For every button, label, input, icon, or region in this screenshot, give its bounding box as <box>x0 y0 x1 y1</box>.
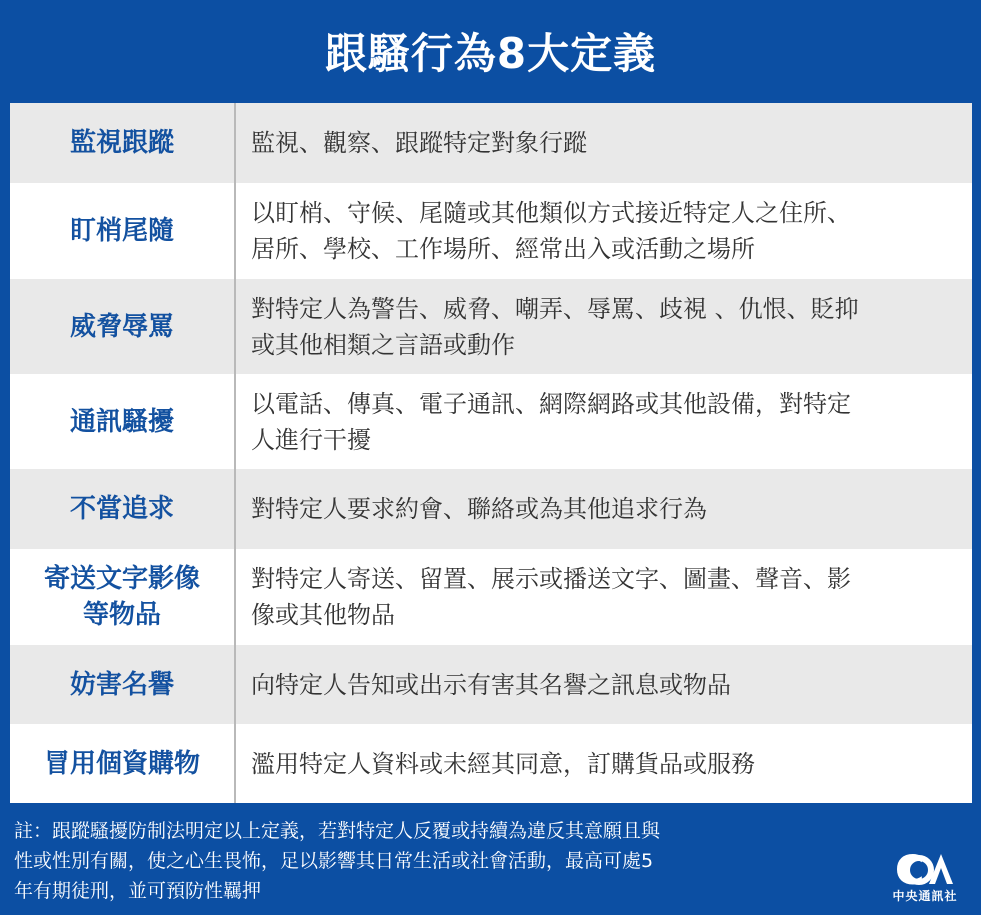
row-term: 監視跟蹤 <box>69 128 174 158</box>
row-definition: 以盯梢、守候、尾隨或其他類似方式接近特定人之住所、 居所、學校、工作場所、經常出入或活動之場所 <box>251 199 851 263</box>
row-term: 盯梢尾隨 <box>69 216 174 246</box>
table-row <box>10 279 972 374</box>
table-row <box>10 103 972 183</box>
row-definition: 濫用特定人資料或未經其同意，訂購貨品或服務 <box>251 749 755 778</box>
row-definition: 向特定人告知或出示有害其名譽之訊息或物品 <box>251 670 731 699</box>
definitions-table <box>10 103 972 803</box>
table-row <box>10 183 972 279</box>
table-row <box>10 724 972 803</box>
row-definition: 對特定人寄送、留置、展示或播送文字、圖畫、聲音、影 像或其他物品 <box>251 565 851 629</box>
footnote: 註：跟蹤騷擾防制法明定以上定義，若對特定人反覆或持續為違反其意願且與 性或性別有關，使之心生畏怖，足以影響其日常生活或社會活動，最高可處5 年有期徒刑，並可預防性羈押 <box>14 820 661 902</box>
page-title: 跟騷行為8大定義 <box>324 29 657 78</box>
table-row <box>10 645 972 724</box>
row-definition: 對特定人為警告、威脅、嘲弄、辱罵、歧視 、仇恨、貶抑 或其他相類之言語或動作 <box>251 294 859 359</box>
row-term: 妨害名譽 <box>69 669 174 700</box>
row-term: 不當追求 <box>69 494 174 524</box>
logo-letter-c: C <box>895 848 925 894</box>
table-row <box>10 469 972 549</box>
row-definition: 對特定人要求約會、聯絡或為其他追求行為 <box>251 495 707 523</box>
logo-caption: 中央通訊社 <box>892 889 958 903</box>
row-term: 通訊騷擾 <box>69 406 174 437</box>
table-row <box>10 374 972 469</box>
row-term: 冒用個資購物 <box>43 748 200 779</box>
row-definition: 監視、觀察、跟蹤特定對象行蹤 <box>251 129 587 157</box>
column-divider <box>234 103 236 803</box>
row-term: 寄送文字影像 等物品 <box>43 564 200 630</box>
row-term: 威脅辱罵 <box>69 311 174 342</box>
table-row <box>10 549 972 645</box>
row-definition: 以電話、傳真、電子通訊、網際網路或其他設備，對特定 人進行干擾 <box>251 389 851 454</box>
